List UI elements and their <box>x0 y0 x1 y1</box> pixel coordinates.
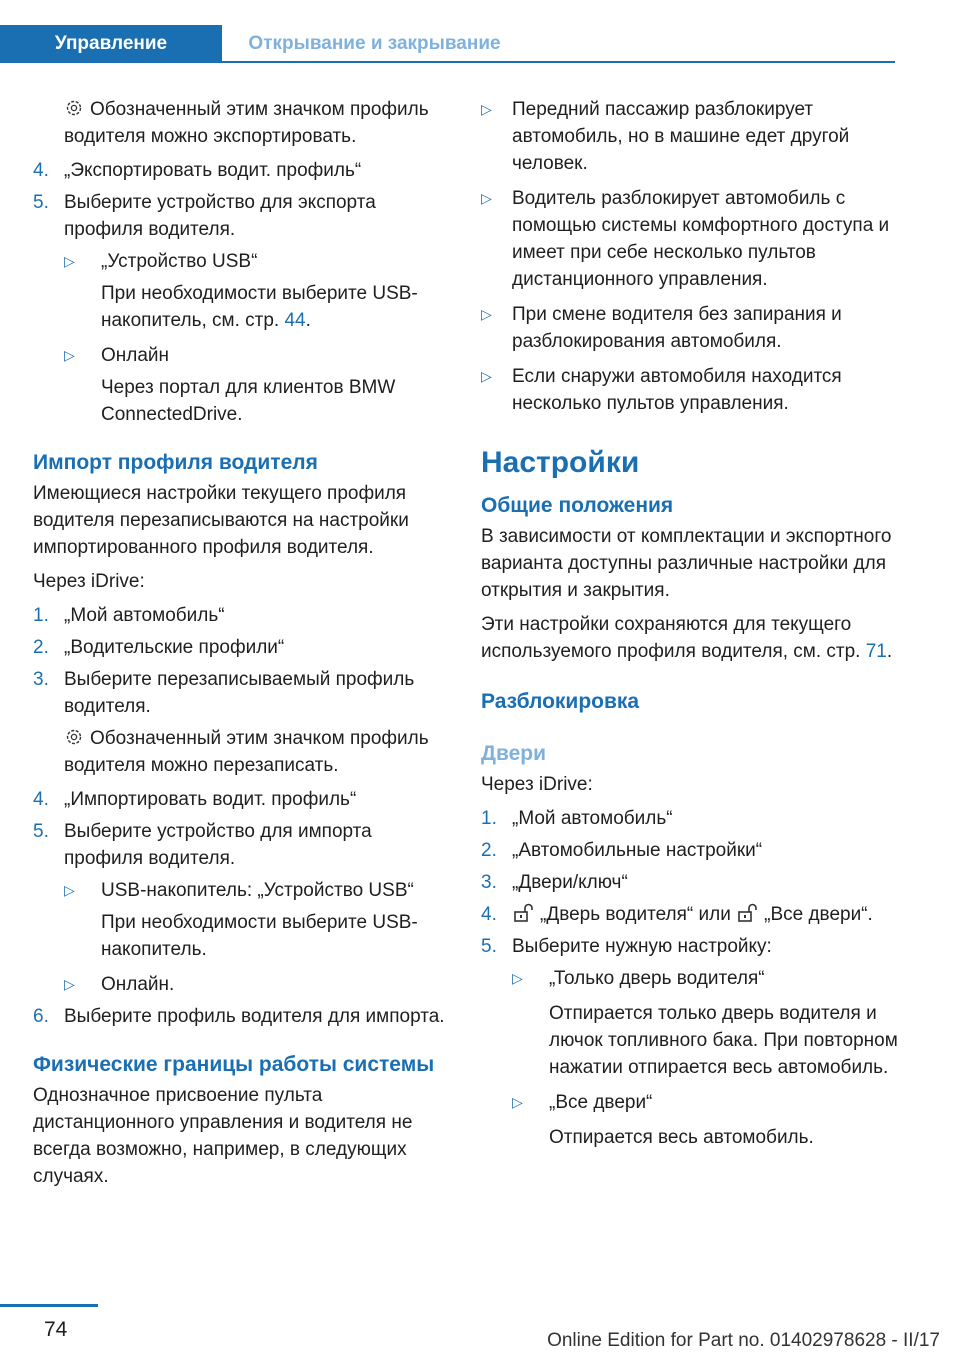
option-usb-desc: При необходимости выберите USB-накопитель, см. стр. 44. <box>101 283 418 331</box>
gear-note-import: Обозначенный этим значком профиль водителя можно перезаписать. <box>64 728 429 776</box>
doors-heading: Двери <box>481 742 547 765</box>
import-step-2: 2. „Водительские профили“ <box>33 637 285 658</box>
step-4-export: 4. „Экспортировать водит. профиль“ <box>33 160 362 181</box>
header-rule <box>0 61 895 63</box>
settings-heading: Настройки <box>481 446 640 479</box>
triangle-bullet-icon: ▷ <box>481 368 492 384</box>
tab-control[interactable]: Управление <box>0 25 222 62</box>
option-all-doors: ▷ „Все двери“ <box>512 1089 901 1116</box>
doors-step-2: 2. „Автомобильные настройки“ <box>481 840 763 861</box>
via-idrive: Через iDrive: <box>33 571 145 592</box>
doors-step-5: 5. Выберите нужную настройку: <box>481 936 772 957</box>
general-text: В зависимости от комплектации и экспортного варианта доступны различные настройки для открытия и закрытия. <box>481 526 892 601</box>
import-option-online: ▷ Онлайн. <box>64 971 453 998</box>
import-step-6: 6. Выберите профиль водителя для импорта. <box>33 1006 445 1027</box>
triangle-bullet-icon: ▷ <box>481 101 492 117</box>
import-step-1: 1. „Мой автомобиль“ <box>33 605 225 626</box>
gear-icon <box>64 727 84 747</box>
triangle-bullet-icon: ▷ <box>512 970 523 986</box>
limits-text: Однозначное присвоение пульта дистанционного управления и водителя не всегда возможно, например, в следующих случаях. <box>33 1085 413 1187</box>
right-column <box>481 96 901 1159</box>
option-online-desc: Через портал для клиентов BMW ConnectedDrive. <box>101 377 396 425</box>
case-passenger: ▷ Передний пассажир разблокирует автомобиль, но в машине едет другой человек. <box>481 96 901 177</box>
page-link-44[interactable]: 44 <box>284 310 306 331</box>
triangle-bullet-icon: ▷ <box>64 347 75 363</box>
case-multiple-remotes: ▷ Если снаружи автомобиля находится несколько пультов управления. <box>481 363 901 417</box>
option-online: ▷ Онлайн <box>64 342 453 369</box>
case-driver-change: ▷ При смене водителя без запирания и разблокирования автомобиля. <box>481 301 901 355</box>
option-driver-door-desc: Отпирается только дверь водителя и лючок топливного бака. При повторном нажатии отпирается весь автомобиль. <box>549 1003 898 1078</box>
page-link-71[interactable]: 71 <box>865 641 887 662</box>
page-number: 74 <box>44 1318 68 1341</box>
doors-step-1: 1. „Мой автомобиль“ <box>481 808 673 829</box>
triangle-bullet-icon: ▷ <box>64 253 75 269</box>
import-step-4: 4. „Импортировать водит. профиль“ <box>33 789 357 810</box>
gear-icon <box>64 98 84 118</box>
triangle-bullet-icon: ▷ <box>64 882 75 898</box>
unlock-icon <box>736 902 758 924</box>
import-heading: Импорт профиля водителя <box>33 451 318 474</box>
option-all-doors-desc: Отпирается весь автомобиль. <box>549 1127 814 1148</box>
import-option-usb-desc: При необходимости выберите USB-накопитель. <box>101 912 418 960</box>
edition-footer: Online Edition for Part no. 01402978628 - II/17 <box>547 1330 940 1351</box>
triangle-bullet-icon: ▷ <box>64 976 75 992</box>
case-comfort-access: ▷ Водитель разблокирует автомобиль с помощью системы комфортного доступа и имеет при себе несколько пультов дистанционного управления. <box>481 185 901 293</box>
import-option-usb: ▷ USB-накопитель: „Устройство USB“ <box>64 877 453 904</box>
doors-step-4: 4. „Дверь водителя“ или „Все двери“. <box>481 904 873 925</box>
saved-text: Эти настройки сохраняются для текущего используемого профиля водителя, см. стр. 71. <box>481 614 893 662</box>
import-step-5: 5. Выберите устройство для импорта профиля водителя. <box>33 821 372 869</box>
left-column <box>33 96 453 1197</box>
triangle-bullet-icon: ▷ <box>512 1094 523 1110</box>
page-number-rule <box>0 1304 98 1307</box>
step-5-export: 5. Выберите устройство для экспорта профиля водителя. <box>33 192 376 240</box>
option-usb: ▷ „Устройство USB“ <box>64 248 453 275</box>
gear-note-export: Обозначенный этим значком профиль водителя можно экспортировать. <box>64 99 429 147</box>
import-text: Имеющиеся настройки текущего профиля водителя перезаписываются на настройки импортированного профиля водителя. <box>33 483 409 558</box>
via-idrive-doors: Через iDrive: <box>481 774 593 795</box>
doors-step-3: 3. „Двери/ключ“ <box>481 872 628 893</box>
unlock-heading: Разблокировка <box>481 690 640 713</box>
unlock-icon <box>512 902 534 924</box>
general-heading: Общие положения <box>481 494 674 517</box>
tab-opening-closing[interactable]: Открывание и закрывание <box>248 32 501 54</box>
limits-heading: Физические границы работы системы <box>33 1053 435 1076</box>
import-step-3: 3. Выберите перезаписываемый профиль водителя. <box>33 669 415 717</box>
triangle-bullet-icon: ▷ <box>481 306 492 322</box>
option-driver-door: ▷ „Только дверь водителя“ <box>512 965 901 992</box>
triangle-bullet-icon: ▷ <box>481 190 492 206</box>
